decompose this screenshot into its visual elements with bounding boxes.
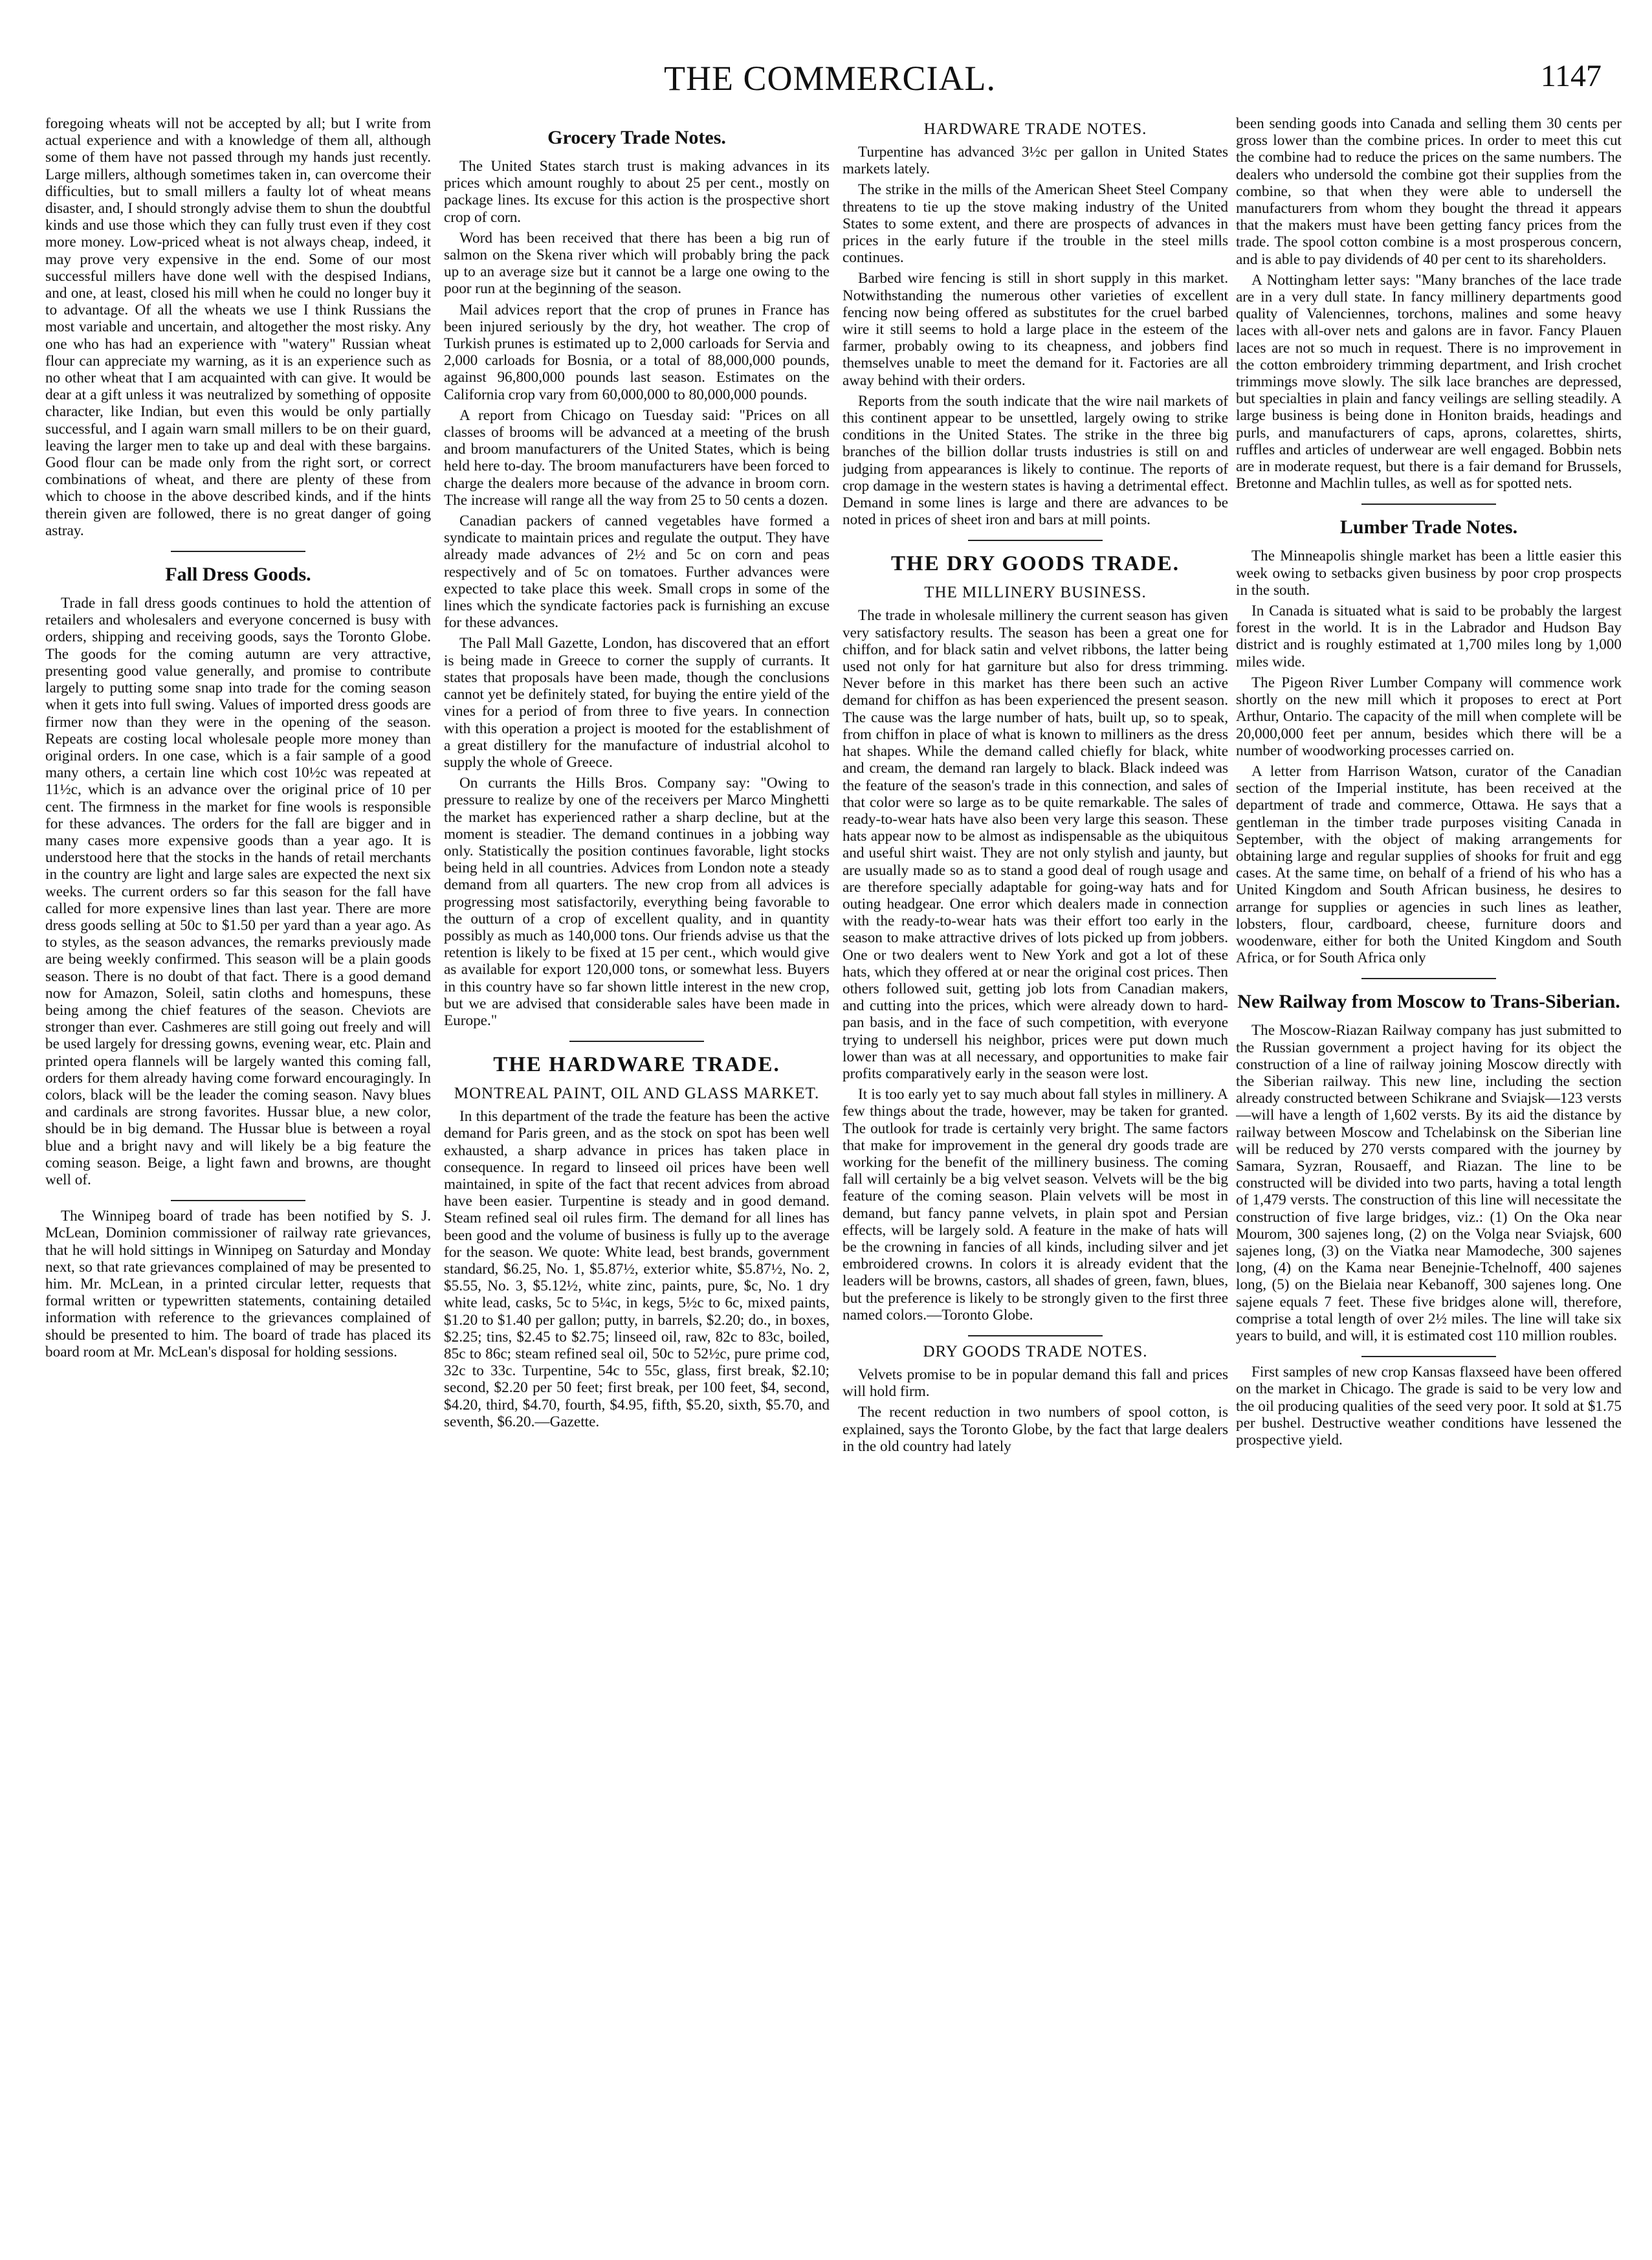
article-paragraph: been sending goods into Canada and selling them 30 cents per gross lower than the combine prices. In order to meet this cut the combine had to reduce the prices on the same numbers. The dealers who undersold the combine got their supplies from the combine, so that when they were able to undersell the manufacturers from whom they bought the thread it appears that the makers must have been getting fancy prices from the trade. The spool cotton combine is a most prosperous concern, and is able to pay dividends of 40 per cent to its shareholders.: [1236, 115, 1622, 268]
article-paragraph: On currants the Hills Bros. Company say: "Owing to pressure to realize by one of the receivers per Marco Minghetti the market has experienced rather a sharp decline, but at the moment is steadier. The demand continues in a jobbing way only. Statistically the position continues favorable, light stocks being held in all countries. Advices from London note a steady demand from all quarters. The new crop from all advices is progressing most satisfactorily, everything being favorable to the outturn of a crop of excellent quality, and in quantity possibly as much as 140,000 tons. Our friends advise us that the retention is likely to be fixed at 15 per cent., which would give as available for export 120,000 tons, or somewhat less. Buyers in this country have so far shown little interest in the new crop, but we are advised that considerable sales have been made in Europe.": [444, 775, 830, 1029]
column-2: [444, 115, 830, 2244]
article-paragraph: The Minneapolis shingle market has been a little easier this week owing to setbacks given business by poor crop prospects in the south.: [1236, 548, 1622, 599]
section-heading-fall-dress-goods: Fall Dress Goods.: [165, 564, 311, 586]
article-paragraph: The Pigeon River Lumber Company will commence work shortly on the new mill which it proposes to erect at Port Arthur, Ontario. The capacity of the mill when complete will be 20,000,000 feet per annum, besides which there will be a number of woodworking processes carried on.: [1236, 674, 1622, 759]
column-3: [843, 115, 1228, 2244]
article-paragraph: In Canada is situated what is said to be probably the largest forest in the world. It is in the Labrador and Hudson Bay district and is roughly estimated at 1,700 miles long by 1,000 miles wide.: [1236, 603, 1622, 670]
subheading-montreal-market: MONTREAL PAINT, OIL AND GLASS MARKET.: [454, 1085, 820, 1103]
divider: [171, 1200, 306, 1201]
article-paragraph: The Winnipeg board of trade has been notified by S. J. McLean, Dominion commissioner of railway rate grievances, that he will hold sittings in Winnipeg on Saturday and Monday next, so that rate grievances complained of may be presented to him. Mr. McLean, in a printed circular letter, requests that formal written or typewritten statements, containing detailed information with reference to the grievances complained of should be presented to him. The board of trade has placed its board room at Mr. McLean's disposal for holding sessions.: [45, 1208, 431, 1360]
article-paragraph: In this department of the trade the feature has been the active demand for Paris green, and as the stock on spot has been well exhausted, a sharp advance in prices has taken place in consequence. In regard to linseed oil prices have been well maintained, in spite of the fact that recent advices from abroad have been easier. Turpentine is steady and in good demand. Steam refined seal oil rules firm. The demand for all lines has been good and the volume of business is fully up to the average for the season. We quote: White lead, best brands, government standard, $6.25, No. 1, $5.87½, exterior white, $5.87½, No. 2, $5.55, No. 3, $5.12½, white zinc, paints, pure, $c, No. 1 dry white lead, casks, 5c to 5¼c, in kegs, 5½c to 6c, mixed paints, $1.20 to $1.40 per gallon; putty, in barrels, $2.20; do., in boxes, $2.25; tins, $2.45 to $2.75; linseed oil, raw, 82c to 83c, boiled, 85c to 86c; steam refined seal oil, 50c to 52½c, pure prime cod, 32c to 33c. Turpentine, 54c to 55c, glass, first break, $2.10; second, $2.20 per 50 feet; first break, per 100 feet, $4, second, $4.20, third, $4.70, fourth, $4.95, fifth, $5.20, sixth, $5.70, and seventh, $6.20.—Gazette.: [444, 1108, 830, 1430]
divider: [968, 540, 1103, 541]
page-number: 1147: [1540, 59, 1602, 93]
article-paragraph: Reports from the south indicate that the wire nail markets of this continent appear to be unsettled, largely owing to strike conditions in the United States. The strike in the three big branches of the billion dollar trusts industries is still on and judging from appearances is likely to continue. The reports of crop damage in the western states is having a detrimental effect. Demand in some lines is large and there are advances to be noted in prices of sheet iron and bars at mill points.: [843, 392, 1228, 529]
article-paragraph: It is too early yet to say much about fall styles in millinery. A few things about the trade, however, may be taken for granted. The outlook for trade is certainly very bright. The same factors that make for improvement in the general dry goods trade are working for the benefit of the millinery business. The coming fall will certainly be a big velvet season. Velvets will be the big feature of the coming season. Plain velvets will be most in demand, but fancy panne velvets, in plain spot and Persian effects, will be largely sold. A feature in the make of hats will be the crowning in fancies of all kinds, including silver and jet embroidered crowns. In colors it is already evident that the leaders will be browns, castors, all shades of green, fawn, blues, but the preference is likely to be strongly given to the first three named colors.—Toronto Globe.: [843, 1086, 1228, 1324]
divider: [569, 1041, 705, 1042]
subheading-millinery-business: THE MILLINERY BUSINESS.: [924, 584, 1147, 602]
publication-title: THE COMMERCIAL.: [664, 59, 996, 98]
article-paragraph: Velvets promise to be in popular demand this fall and prices will hold firm.: [843, 1366, 1228, 1401]
article-paragraph: foregoing wheats will not be accepted by all; but I write from actual experience and with a knowledge of them all, although some of them have not passed through my hands just recently. Large millers, although sometimes taken in, can overcome their difficulties, but to small millers a faulty lot of wheat means disaster, and, I should strongly advise them to shun the doubtful kinds and use those which they can fully trust even if they cost more money. Low-priced wheat is not always cheap, indeed, it may prove very expensive in the end. Some of our most successful millers have done well with the despised Indians, and one, at least, closed his mill when he could no longer buy it to advantage. Of all the wheats we use I think Russians the most variable and uncertain, and altogether the most risky. Any one who has had an experience with "watery" Russian wheat flour can appreciate my warning, as it is an experience such as no other wheat that I am acquainted with can give. It would be dear at a gift unless it was neutralized by something of opposite character, like Indian, but even this would be only partially successful, and I again warn small millers to be on their guard, leaving the larger men to take up and deal with these bargains. Good flour can be made only from the right sort, or correct combinations of wheat, and there are plenty of these from which to choose in the above described kinds, and if the hints therein given are followed, there is no great danger of going astray.: [45, 115, 431, 539]
article-paragraph: Word has been received that there has been a big run of salmon on the Skena river which will probably bring the pack up to an average size but it cannot be a large one owing to the poor run at the beginning of the season.: [444, 229, 830, 298]
article-paragraph: Trade in fall dress goods continues to hold the attention of retailers and wholesalers and everyone concerned is busy with orders, shipping and receiving goods, says the Toronto Globe. The goods for the coming autumn are very attractive, presenting good value generally, and promise to contribute largely to putting some snap into trade for the coming season when it gets into full swing. Values of imported dress goods are firmer now than they were in the opening of the season. Repeats are costing local wholesale people more money than original orders. In one case, which is a fair sample of a good many others, a certain line which cost 10½c was repeated at 11½c, which is an advance over the original price of 10 per cent. The firmness in the market for fine wools is responsible for these advances. The orders for the fall are bigger and in many cases more expensive goods than a year ago. It is understood here that the stocks in the hands of retail merchants in the country are light and large sales are expected the next six weeks. The current orders so far this season for the fall have called for more expensive lines than last year. There are more dress goods selling at 50c to $1.50 per yard than a year ago. As to styles, as the season advances, the remarks previously made are being weekly confirmed. This season will be a plain goods season. There is no doubt of that fact. There is a good demand now for Amazon, Soleil, satin cloths and homespuns, these being among the chief features of the season. Cheviots are stronger than ever. Cashmeres are still going out freely and will be used largely for dressing gowns, evening wear, etc. Plain and printed opera flannels will be largely wanted this coming fall, orders for them already having come forward encouragingly. In colors, black will be the leader the coming season. Navy blues and cardinals are strong favorites. Hussar blue, a new color, should be in big demand. The Hussar blue is between a royal blue and a bright navy and will likely be a big feature the coming season. Beige, a light fawn and browns, are thought well of.: [45, 595, 431, 1188]
section-heading-dry-goods-trade: THE DRY GOODS TRADE.: [891, 552, 1180, 576]
article-paragraph: Mail advices report that the crop of prunes in France has been injured seriously by the dry, hot weather. The crop of Turkish prunes is estimated up to 2,000 carloads for Servia and 2,000 carloads for Bosnia, or a total of 88,000,000 pounds, against 96,800,000 pounds last season. Estimates on the California crop vary from 60,000,000 to 80,000,000 pounds.: [444, 301, 830, 403]
article-paragraph: A letter from Harrison Watson, curator of the Canadian section of the Imperial institute, has been received at the department of trade and commerce, Ottawa. He says that a gentleman in the timber trade purposes visiting Canada in September, with the object of making arrangements for obtaining large and regular supplies of shooks for fruit and egg cases. At the same time, on behalf of a friend of his who has a United Kingdom and South African business, he desires to arrange for supplies or agencies in such lines as leather, lobsters, flour, cardboard, cheese, furniture doors and woodenware, either for both the United Kingdom and South Africa, or for South Africa only: [1236, 762, 1622, 967]
article-paragraph: A Nottingham letter says: "Many branches of the lace trade are in a very dull state. In fancy millinery departments good quality of Valenciennes, torchons, malines and some heavy laces with all-over nets and galons are in favor. Fancy Plauen laces are not so much in request. There is no improvement in the cotton embroidery trimming department, and Irish crochet trimmings move slowly. The silk lace branches are depressed, but specialties in plain and fancy veilings are selling steadily. A large business is being done in Honiton braids, headings and purls, and manufacturers of caps, aprons, colarettes, shirts, ruffles and articles of underwear are well engaged. Bobbin nets are in moderate request, but there is a fair demand for Brussels, Bretonne and Machlin tulles, as well as for spotted nets.: [1236, 271, 1622, 493]
article-paragraph: Turpentine has advanced 3½c per gallon in United States markets lately.: [843, 144, 1228, 178]
divider: [171, 551, 306, 552]
article-paragraph: The Moscow-Riazan Railway company has just submitted to the Russian government a project having for its object the construction of a line of railway joining Moscow directly with the Siberian railway. This new line, including the section already constructed between Schikrane and Sviajsk—123 versts—will have a length of 1,602 versts. By its aid the distance by railway between Moscow and Tchelabinsk on the Siberian line will be reduced by 270 versts compared with the journey by Samara, Syzran, Rousaeff, and Riazan. The line to be constructed will be divided into two parts, having a total length of 1,479 versts. The construction of this line will necessitate the construction of five large bridges, viz.: (1) On the Oka near Mourom, 300 sajenes long, (2) on the Volga near Sviajsk, 600 sajenes long, (3) on the Viatka near Mamodeche, 300 sajenes long, (4) on the Kama near Benejnie-Tchelnoff, 400 sajenes long, (5) on the Bielaia near Kebanoff, 300 sajenes long. One sajene equals 7 feet. These five bridges alone will, therefore, comprise a total length of over 2½ miles. The line will take six years to build, and will, it is estimated cost 110 million roubles.: [1236, 1022, 1622, 1344]
divider: [1361, 978, 1497, 979]
page-header: [58, 58, 1602, 110]
article-paragraph: First samples of new crop Kansas flaxseed have been offered on the market in Chicago. The grade is said to be very low and the oil producing qualities of the seed very poor. It sold at $1.75 per bushel. Destructive weather conditions have lessened the prospective yield.: [1236, 1364, 1622, 1449]
article-paragraph: Canadian packers of canned vegetables have formed a syndicate to maintain prices and regulate the output. They have already made advances of 2½ and 5c on corn and peas respectively and of 5c on tomatoes. Further advances were expected to take place this week. Small crops in some of the lines which the syndicate factories pack is furnishing an excuse for these advances.: [444, 513, 830, 632]
divider: [1361, 1356, 1497, 1357]
section-heading-lumber: Lumber Trade Notes.: [1339, 516, 1518, 538]
article-paragraph: The Pall Mall Gazette, London, has discovered that an effort is being made in Greece to corner the supply of currants. It states that proposals have been made, though the conclusions cannot yet be definitely stated, for buying the entire yield of the vines for a period of from three to five years. In connection with this operation a project is mooted for the establishment of a great distillery for the manufacture of industrial alcohol to supply the whole of Greece.: [444, 635, 830, 771]
section-heading-railway: New Railway from Moscow to Trans-Siberian.: [1237, 991, 1620, 1013]
subheading-hardware-notes: HARDWARE TRADE NOTES.: [923, 120, 1147, 138]
article-paragraph: The United States starch trust is making advances in its prices which amount roughly to about 25 per cent., mostly on package lines. Its excuse for this action is the prospective short crop of corn.: [444, 158, 830, 226]
section-heading-hardware-trade: THE HARDWARE TRADE.: [493, 1053, 780, 1077]
column-4: [1236, 115, 1622, 2244]
subheading-dry-goods-notes: DRY GOODS TRADE NOTES.: [923, 1343, 1148, 1360]
article-paragraph: The recent reduction in two numbers of spool cotton, is explained, says the Toronto Globe, by the fact that large dealers in the old country had lately: [843, 1404, 1228, 1455]
article-paragraph: The trade in wholesale millinery the current season has given very satisfactory results. The season has been a great one for chiffon, and for black satin and velvet ribbons, the latter being used not only for hat garniture but also for dress trimming. Never before in this market has there been such an active demand for chiffon as has been experienced the present season. The cause was the large number of hats, built up, so to speak, from chiffon in place of what is known to milliners as the dress hat shapes. While the demand called chiefly for black, white and cream, the demand ran largely to black. Black indeed was the feature of the season's trade in this connection, and sales of that color were so large as to be quite remarkable. The sales of ready-to-wear hats have also been very large this season. These hats appear now to be almost as indispensable as the ubiquitous and useful shirt waist. They are not only stylish and jaunty, but are usually made so as to stand a good deal of rough usage and are therefore specially adaptable for going-way hats and for outing headgear. One error which dealers made in connection with the ready-to-wear hats was their effort too early in the season to make attractive drives of lots picked up from jobbers. One or two dealers went to New York and got a lot of these hats, which they offered at or near the original cost prices. Then others followed suit, getting job lots from Canadian makers, and cutting into the prices, which were already down to hard-pan basis, and in the face of such competition, with everyone trying to undersell his neighbor, prices were put down much lower than was at all necessary, and opportunities to make fair profits comparatively early in the season were lost.: [843, 607, 1228, 1082]
article-paragraph: A report from Chicago on Tuesday said: "Prices on all classes of brooms will be advanced at a meeting of the brush and broom manufacturers of the United States, which is being held here to-day. The broom manufacturers have been forced to charge the dealers more because of the advance in broom corn. The increase will range all the way from 25 to 50 cents a dozen.: [444, 406, 830, 509]
column-1: [45, 115, 431, 2244]
article-paragraph: Barbed wire fencing is still in short supply in this market. Notwithstanding the numerous other varieties of excellent fencing now being offered as substitutes for the cruel barbed wire it still seems to hold a large place in the esteem of the farmer, probably owing to its cheapness, and jobbers find themselves unable to meet the demand for it. Factories are all away behind with their orders.: [843, 270, 1228, 389]
article-paragraph: The strike in the mills of the American Sheet Steel Company threatens to tie up the stove making industry of the United States to some extent, and there are prospects of advances in prices in the early future if the trouble in the steel mills continues.: [843, 181, 1228, 267]
divider: [1361, 504, 1497, 505]
divider: [968, 1335, 1103, 1336]
section-heading-grocery: Grocery Trade Notes.: [547, 127, 726, 148]
